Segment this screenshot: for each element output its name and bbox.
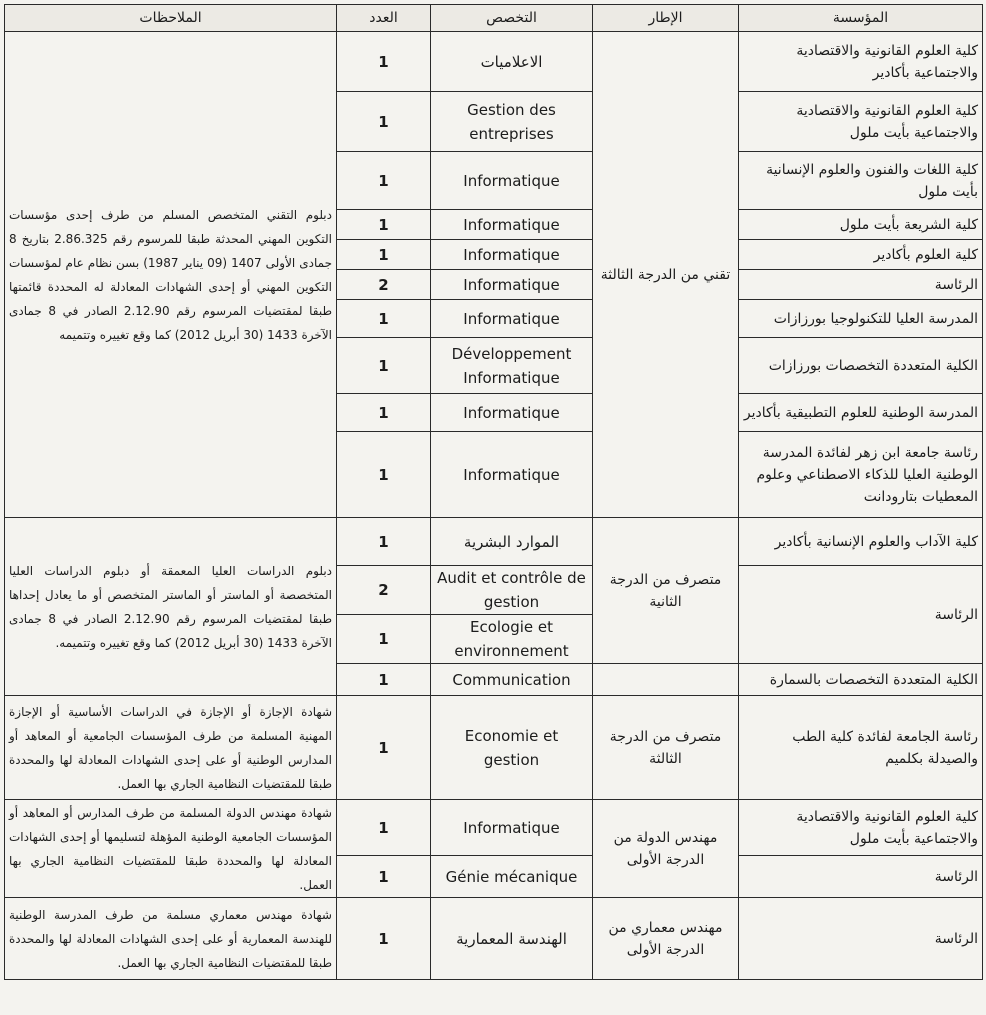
notes-cell: دبلوم التقني المتخصص المسلم من طرف إحدى مؤسسات التكوين المهني المحدثة طبقا للمرسوم رقم 2.86.325 بتاريخ 8 جمادى الأولى 1407 (09 يناير 1987) بسن نظام عام لمؤسسات التكوين المهني أو إحدى الشهادات المعادلة له المحددة قائمتها طبقا لمقتضيات المرسوم رقم 2.12.90 الصادر في 8 جمادى الآخرة 1433 (30 أبريل 2012) كما وقع تغييره وتتميمه (5, 32, 337, 518)
header-specialty: التخصص (431, 5, 593, 32)
header-row (5, 5, 983, 32)
notes-cell: شهادة مهندس معماري مسلمة من طرف المدرسة الوطنية للهندسة المعمارية أو على إحدى الشهادات المعادلة لها والمحددة طبقا للمقتضيات النظامية الجاري بها العمل. (5, 898, 337, 980)
header-count: العدد (337, 5, 431, 32)
count-cell: 1 (337, 518, 431, 566)
institution-cell: كلية الآداب والعلوم الإنسانية بأكادير (739, 518, 983, 566)
count-cell: 1 (337, 664, 431, 696)
count-cell: 2 (337, 566, 431, 615)
header-frame: الإطار (593, 5, 739, 32)
specialty-cell: الموارد البشرية (431, 518, 593, 566)
institution-cell: الرئاسة (739, 856, 983, 898)
specialty-cell: Audit et contrôle de gestion (431, 566, 593, 615)
institution-cell: المدرسة الوطنية للعلوم التطبيقية بأكادير (739, 394, 983, 432)
table-row (5, 696, 983, 800)
institution-cell: الكلية المتعددة التخصصات بورزازات (739, 338, 983, 394)
institution-cell: الكلية المتعددة التخصصات بالسمارة (739, 664, 983, 696)
frame-cell: مهندس معماري من الدرجة الأولى (593, 898, 739, 980)
institution-cell: المدرسة العليا للتكنولوجيا بورزازات (739, 300, 983, 338)
table-row (5, 800, 983, 856)
specialty-cell: Informatique (431, 394, 593, 432)
institution-cell: رئاسة جامعة ابن زهر لفائدة المدرسة الوطنية العليا للذكاء الاصطناعي وعلوم المعطيات بتارودانت (739, 432, 983, 518)
count-cell: 1 (337, 92, 431, 152)
institution-cell: كلية الشريعة بأيت ملول (739, 210, 983, 240)
count-cell: 1 (337, 210, 431, 240)
count-cell: 1 (337, 432, 431, 518)
table-row (5, 518, 983, 566)
notes-cell: شهادة مهندس الدولة المسلمة من طرف المدارس أو المعاهد أو المؤسسات الجامعية الوطنية المؤهلة لتسليمها أو إحدى الشهادات المعادلة لها والمحددة طبقا للمقتضيات النظامية الجاري بها العمل. (5, 800, 337, 898)
frame-cell: مهندس الدولة من الدرجة الأولى (593, 800, 739, 898)
institution-cell: كلية العلوم القانونية والاقتصادية والاجتماعية بأيت ملول (739, 800, 983, 856)
specialty-cell: Ecologie et environnement (431, 615, 593, 664)
count-cell: 1 (337, 394, 431, 432)
institution-cell: كلية العلوم بأكادير (739, 240, 983, 270)
header-notes: الملاحظات (5, 5, 337, 32)
specialty-cell: Génie mécanique (431, 856, 593, 898)
count-cell: 1 (337, 152, 431, 210)
count-cell: 1 (337, 615, 431, 664)
count-cell: 1 (337, 856, 431, 898)
specialty-cell: Informatique (431, 152, 593, 210)
recruitment-table (4, 4, 983, 980)
notes-cell: شهادة الإجازة أو الإجازة في الدراسات الأساسية أو الإجازة المهنية المسلمة من طرف المؤسسات الجامعية أو المعاهد أو المدارس الوطنية أو على إحدى الشهادات المعادلة لها والمحددة طبقا للمقتضيات النظامية الجاري بها العمل. (5, 696, 337, 800)
table-row (5, 32, 983, 92)
frame-cell: متصرف من الدرجة الثانية (593, 518, 739, 664)
count-cell: 1 (337, 240, 431, 270)
count-cell: 1 (337, 338, 431, 394)
notes-cell: دبلوم الدراسات العليا المعمقة أو دبلوم الدراسات العليا المتخصصة أو الماستر أو الماستر المتخصص أو ما يعادل إحداها طبقا لمقتضيات المرسوم رقم 2.12.90 الصادر في 8 جمادى الآخرة 1433 (30 أبريل 2012) كما وقع تغييره وتتميمه. (5, 518, 337, 696)
specialty-cell: Informatique (431, 240, 593, 270)
frame-cell-empty (593, 664, 739, 696)
count-cell: 1 (337, 300, 431, 338)
specialty-cell: Développement Informatique (431, 338, 593, 394)
count-cell: 1 (337, 800, 431, 856)
specialty-cell: Informatique (431, 300, 593, 338)
specialty-cell: Economie et gestion (431, 696, 593, 800)
specialty-cell: Gestion des entreprises (431, 92, 593, 152)
specialty-cell: Informatique (431, 270, 593, 300)
specialty-cell: Informatique (431, 800, 593, 856)
specialty-cell: الاعلاميات (431, 32, 593, 92)
specialty-cell: الهندسة المعمارية (431, 898, 593, 980)
specialty-cell: Informatique (431, 210, 593, 240)
institution-cell: الرئاسة (739, 566, 983, 664)
count-cell: 1 (337, 898, 431, 980)
count-cell: 2 (337, 270, 431, 300)
table-row (5, 898, 983, 980)
institution-cell: الرئاسة (739, 270, 983, 300)
frame-cell: متصرف من الدرجة الثالثة (593, 696, 739, 800)
count-cell: 1 (337, 696, 431, 800)
institution-cell: كلية العلوم القانونية والاقتصادية والاجتماعية بأكادير (739, 32, 983, 92)
institution-cell: الرئاسة (739, 898, 983, 980)
frame-cell: تقني من الدرجة الثالثة (593, 32, 739, 518)
institution-cell: كلية اللغات والفنون والعلوم الإنسانية بأيت ملول (739, 152, 983, 210)
count-cell: 1 (337, 32, 431, 92)
specialty-cell: Communication (431, 664, 593, 696)
header-institution: المؤسسة (739, 5, 983, 32)
specialty-cell: Informatique (431, 432, 593, 518)
institution-cell: كلية العلوم القانونية والاقتصادية والاجتماعية بأيت ملول (739, 92, 983, 152)
institution-cell: رئاسة الجامعة لفائدة كلية الطب والصيدلة بكلميم (739, 696, 983, 800)
